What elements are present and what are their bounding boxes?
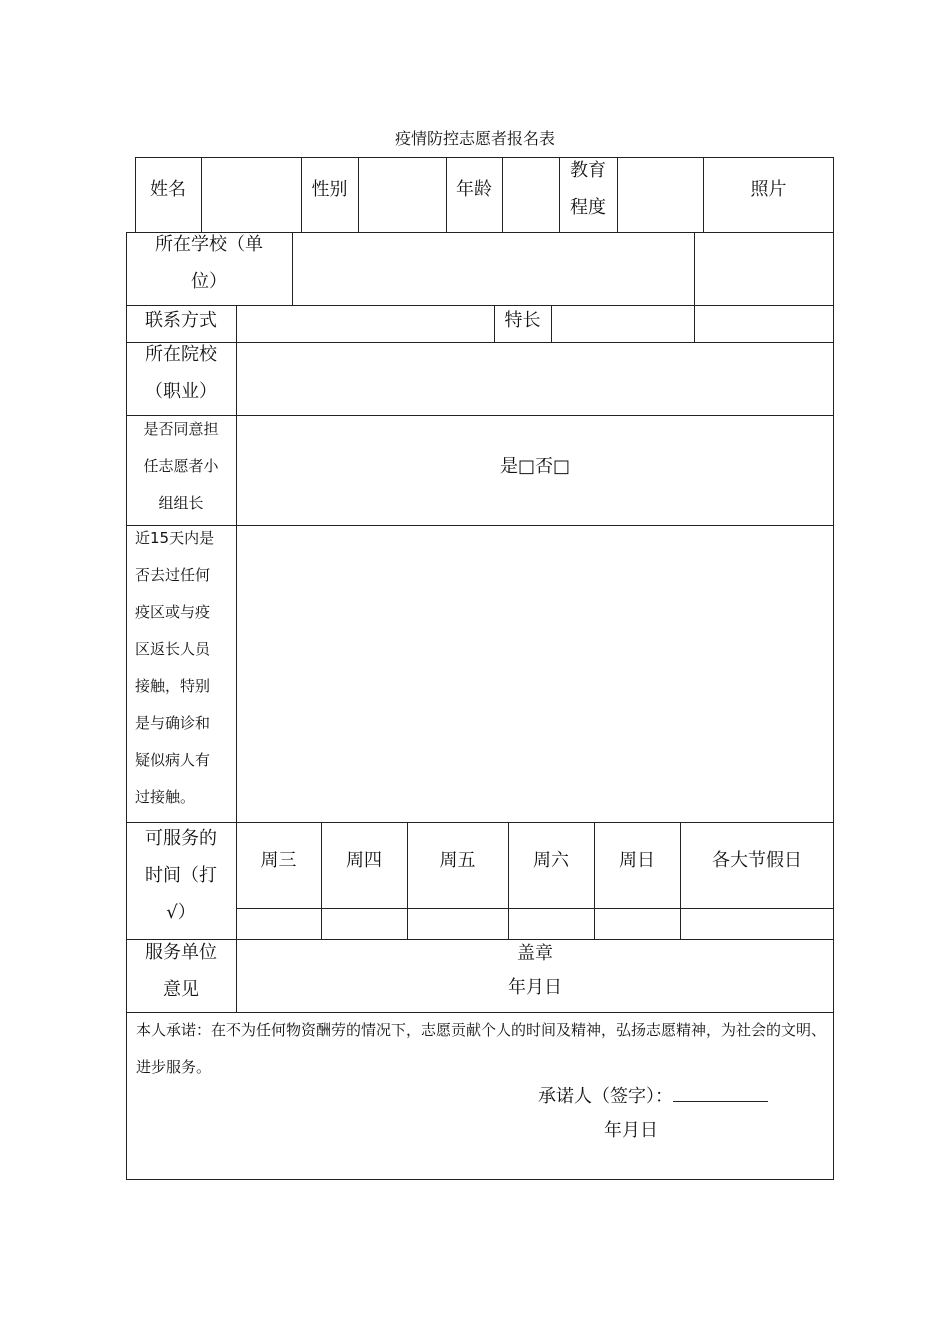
unit-opinion-field[interactable] bbox=[237, 934, 833, 1008]
education-label-line1: 教育 bbox=[570, 160, 606, 181]
college-field[interactable] bbox=[237, 343, 833, 415]
name-field[interactable] bbox=[202, 158, 301, 232]
service-time-label bbox=[126, 820, 236, 931]
day-sunday-header: 周日 bbox=[619, 850, 655, 871]
group-leader-label-line2: 任志愿者小 bbox=[143, 457, 219, 475]
contact-field[interactable] bbox=[237, 306, 494, 342]
unit-opinion-label-line1: 服务单位 bbox=[145, 942, 217, 963]
epidemic-line-1: 近15天内是 bbox=[135, 529, 215, 547]
signature-field[interactable] bbox=[673, 1083, 768, 1102]
service-time-label-line1: 可服务的 bbox=[145, 828, 217, 849]
epidemic-line-2: 否去过任何 bbox=[135, 566, 211, 584]
specialty-label: 特长 bbox=[504, 310, 541, 331]
signer-line bbox=[538, 1082, 768, 1112]
epidemic-contact-label bbox=[126, 520, 236, 820]
epidemic-line-6: 是与确诊和 bbox=[135, 714, 211, 732]
epidemic-line-5: 接触，特别 bbox=[135, 677, 211, 695]
group-leader-choice[interactable]: 是□否□ bbox=[499, 455, 570, 477]
service-time-label-line3: √） bbox=[166, 902, 196, 923]
day-friday-header: 周五 bbox=[439, 850, 476, 871]
name-label: 姓名 bbox=[150, 178, 186, 200]
gender-field[interactable] bbox=[359, 158, 446, 232]
day-thursday-header: 周四 bbox=[346, 850, 382, 871]
epidemic-line-7: 疑似病人有 bbox=[135, 751, 211, 769]
form-title: 疫情防控志愿者报名表 bbox=[394, 129, 555, 148]
school-field[interactable] bbox=[293, 233, 694, 305]
education-label bbox=[559, 152, 617, 226]
stamp-text: 盖章 bbox=[517, 943, 553, 964]
day-saturday-header: 周六 bbox=[533, 850, 569, 871]
photo-label: 照片 bbox=[750, 178, 787, 200]
holidays-header: 各大节假日 bbox=[712, 850, 802, 871]
age-field[interactable] bbox=[503, 158, 559, 232]
college-label-line1: 所在院校 bbox=[145, 344, 217, 365]
school-label bbox=[126, 226, 292, 300]
service-time-label-line2: 时间（打 bbox=[145, 865, 217, 886]
epidemic-contact-field[interactable] bbox=[237, 526, 833, 822]
group-leader-label bbox=[126, 411, 236, 522]
school-label-line1: 所在学校（单 bbox=[155, 234, 263, 255]
college-label-line2: （职业） bbox=[145, 381, 217, 402]
college-label bbox=[126, 336, 236, 410]
photo-area[interactable] bbox=[695, 233, 833, 341]
opinion-date: 年月日 bbox=[508, 977, 562, 998]
epidemic-line-4: 区返长人员 bbox=[135, 640, 211, 658]
age-label: 年龄 bbox=[456, 178, 492, 200]
contact-label: 联系方式 bbox=[145, 310, 217, 331]
specialty-field[interactable] bbox=[552, 306, 694, 342]
epidemic-line-8: 过接触。 bbox=[135, 788, 196, 806]
gender-label: 性别 bbox=[311, 178, 348, 200]
group-leader-label-line3: 组组长 bbox=[158, 494, 204, 512]
pledge-date: 年月日 bbox=[604, 1120, 658, 1141]
day-wednesday-header: 周三 bbox=[260, 850, 297, 871]
school-label-line2: 位） bbox=[191, 271, 227, 292]
group-leader-label-line1: 是否同意担 bbox=[143, 420, 219, 438]
signer-label: 承诺人（签字）： bbox=[538, 1086, 673, 1107]
education-label-line2: 程度 bbox=[570, 197, 606, 218]
unit-opinion-label bbox=[126, 934, 236, 1008]
education-field[interactable] bbox=[618, 158, 703, 232]
epidemic-line-3: 疫区或与疫 bbox=[135, 603, 211, 621]
unit-opinion-label-line2: 意见 bbox=[163, 979, 199, 1000]
pledge-text: 本人承诺：在不为任何物资酬劳的情况下，志愿贡献个人的时间及精神，弘扬志愿精神，为社会的文明、进步服务。 bbox=[136, 1021, 827, 1076]
